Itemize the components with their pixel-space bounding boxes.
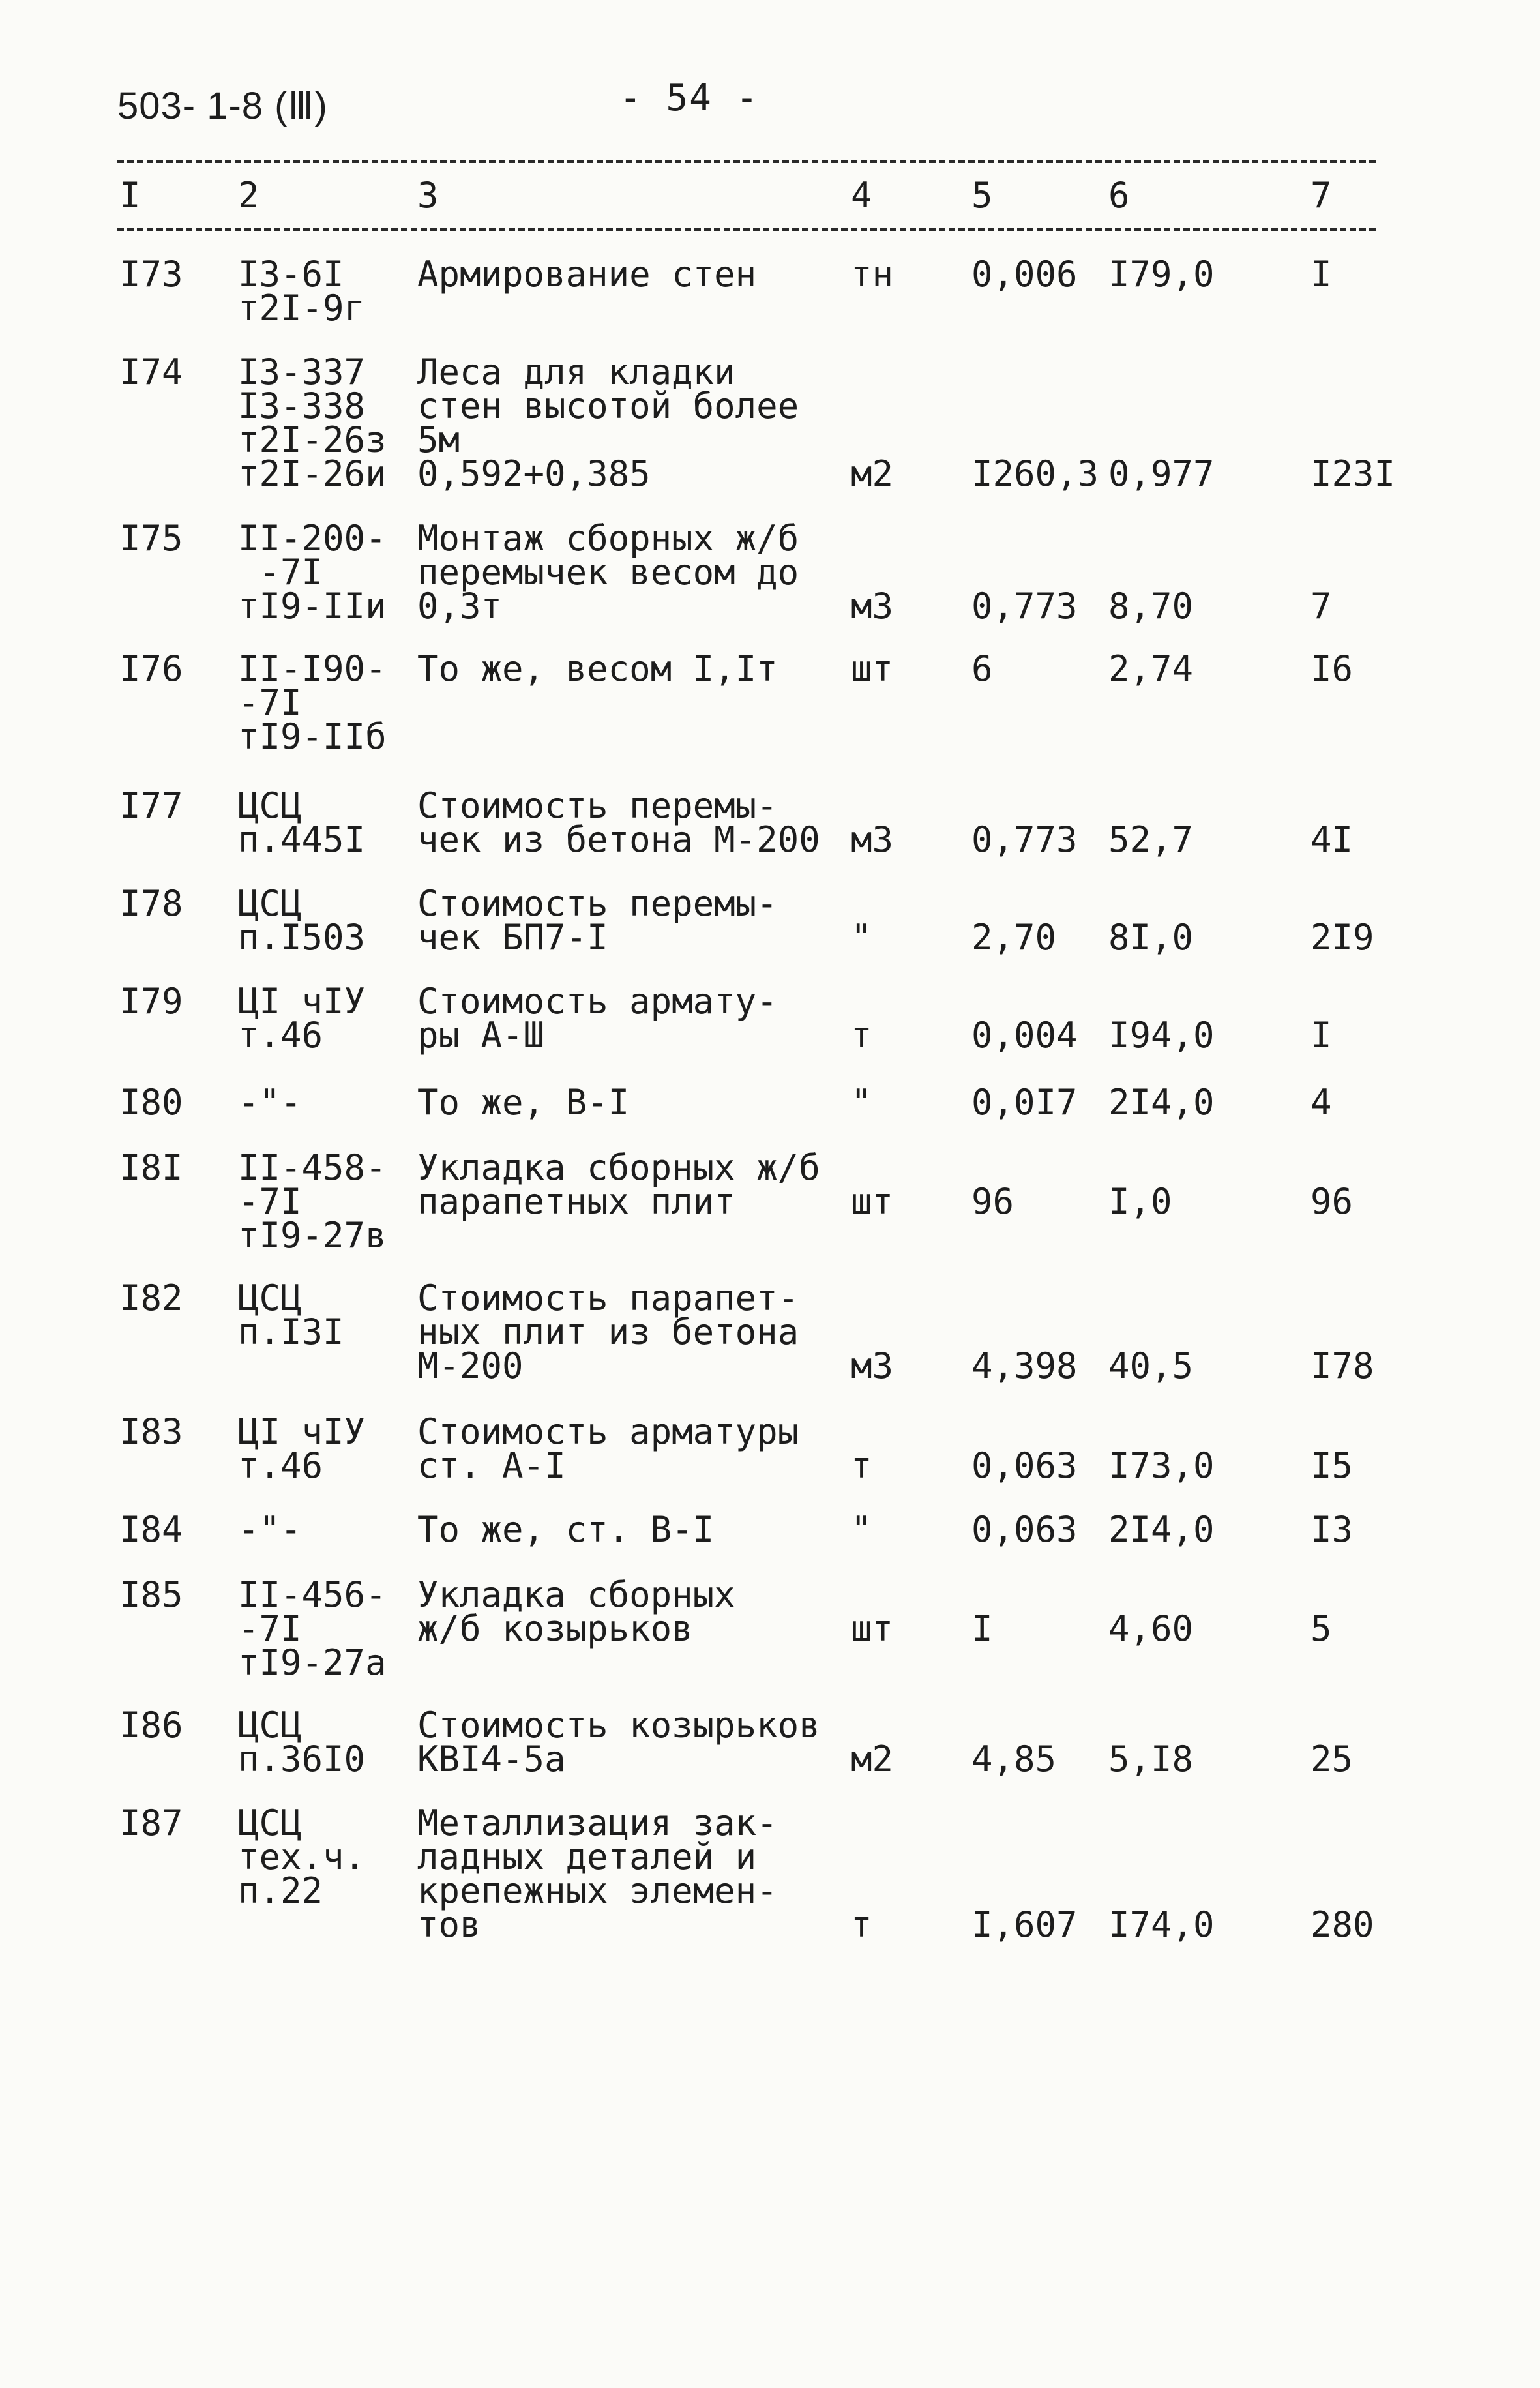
total-cost-cell: I xyxy=(1310,254,1332,295)
column-header-2: 2 xyxy=(238,175,259,216)
quantity-cell: 0,773 xyxy=(971,819,1078,860)
norm-code-cell: ЦСЦ п.I3I xyxy=(238,1277,344,1352)
unit-price-cell: 40,5 xyxy=(1108,1345,1194,1386)
norm-code-cell: -"- xyxy=(238,1082,302,1123)
work-description-cell: Металлизация зак- ладных деталей и крепежных элемен- тов xyxy=(417,1802,778,1945)
row-number-cell: I76 xyxy=(119,648,183,689)
work-description-cell: Укладка сборных ж/б козырьков xyxy=(417,1574,735,1649)
quantity-cell: 4,85 xyxy=(971,1739,1057,1780)
quantity-cell: 96 xyxy=(971,1181,1014,1222)
total-cost-cell: I3 xyxy=(1310,1509,1354,1550)
work-description-cell: Стоимость козырьков КВI4-5а xyxy=(417,1705,820,1780)
norm-code-cell: ЦСЦ п.I503 xyxy=(238,883,366,958)
work-description-cell: Стоимость перемы- чек из бетона М-200 xyxy=(417,785,820,860)
unit-price-cell: 2I4,0 xyxy=(1108,1082,1215,1123)
row-number-cell: I84 xyxy=(119,1509,183,1550)
work-description-cell: Стоимость арматуры ст. А-I xyxy=(417,1411,799,1486)
unit-of-measure-cell: " xyxy=(851,1509,872,1550)
unit-of-measure-cell: м2 xyxy=(851,1739,894,1780)
norm-code-cell: ЦI чIУ т.46 xyxy=(238,1411,366,1486)
work-description-cell: Стоимость перемы- чек БП7-I xyxy=(417,883,778,958)
row-number-cell: I83 xyxy=(119,1411,183,1452)
quantity-cell: 6 xyxy=(971,648,993,689)
unit-of-measure-cell: м3 xyxy=(851,586,894,627)
unit-price-cell: 2I4,0 xyxy=(1108,1509,1215,1550)
total-cost-cell: 4 xyxy=(1310,1082,1332,1123)
unit-price-cell: I,0 xyxy=(1108,1181,1172,1222)
header-bottom-rule xyxy=(117,228,1376,231)
row-number-cell: I82 xyxy=(119,1277,183,1319)
total-cost-cell: 7 xyxy=(1310,586,1332,627)
quantity-cell: 2,70 xyxy=(971,917,1057,958)
norm-code-cell: I3-6I т2I-9г xyxy=(238,254,366,329)
norm-code-cell: ЦСЦ п.36I0 xyxy=(238,1705,366,1780)
quantity-cell: 4,398 xyxy=(971,1345,1078,1386)
unit-of-measure-cell: " xyxy=(851,917,872,958)
unit-of-measure-cell: " xyxy=(851,1082,872,1123)
row-number-cell: I80 xyxy=(119,1082,183,1123)
row-number-cell: I78 xyxy=(119,883,183,924)
column-header-6: 6 xyxy=(1108,175,1130,216)
unit-price-cell: I73,0 xyxy=(1108,1445,1215,1486)
unit-price-cell: 4,60 xyxy=(1108,1608,1194,1649)
unit-price-cell: 8,70 xyxy=(1108,586,1194,627)
unit-price-cell: I79,0 xyxy=(1108,254,1215,295)
quantity-cell: 0,004 xyxy=(971,1015,1078,1056)
row-number-cell: I79 xyxy=(119,981,183,1022)
row-number-cell: I74 xyxy=(119,351,183,393)
total-cost-cell: I6 xyxy=(1310,648,1354,689)
quantity-cell: 0,063 xyxy=(971,1509,1078,1550)
work-description-cell: То же, В-I xyxy=(417,1082,630,1123)
total-cost-cell: 280 xyxy=(1310,1904,1374,1945)
unit-price-cell: 0,977 xyxy=(1108,453,1215,494)
unit-price-cell: 52,7 xyxy=(1108,819,1194,860)
norm-code-cell: II-200- -7I тI9-IIи xyxy=(238,518,387,627)
quantity-cell: 0,063 xyxy=(971,1445,1078,1486)
unit-price-cell: 8I,0 xyxy=(1108,917,1194,958)
work-description-cell: Стоимость парапет- ных плит из бетона М-200 xyxy=(417,1277,799,1386)
norm-code-cell: I3-337 I3-338 т2I-26з т2I-26и xyxy=(238,351,387,494)
unit-of-measure-cell: тн xyxy=(851,254,894,295)
column-header-1: I xyxy=(119,175,141,216)
row-number-cell: I75 xyxy=(119,518,183,559)
column-header-7: 7 xyxy=(1310,175,1332,216)
unit-of-measure-cell: т xyxy=(851,1904,872,1945)
quantity-cell: I,607 xyxy=(971,1904,1078,1945)
norm-code-cell: ЦСЦ тех.ч. п.22 xyxy=(238,1802,366,1911)
norm-code-cell: -"- xyxy=(238,1509,302,1550)
work-description-cell: Стоимость армату- ры А-Ш xyxy=(417,981,778,1056)
row-number-cell: I85 xyxy=(119,1574,183,1615)
quantity-cell: 0,773 xyxy=(971,586,1078,627)
norm-code-cell: II-458- -7I тI9-27в xyxy=(238,1147,387,1256)
unit-of-measure-cell: м3 xyxy=(851,819,894,860)
work-description-cell: Армирование стен xyxy=(417,254,757,295)
total-cost-cell: I5 xyxy=(1310,1445,1354,1486)
total-cost-cell: 2I9 xyxy=(1310,917,1374,958)
row-number-cell: I87 xyxy=(119,1802,183,1843)
header-top-rule xyxy=(117,160,1376,163)
unit-of-measure-cell: шт xyxy=(851,1181,894,1222)
work-description-cell: Монтаж сборных ж/б перемычек весом до 0,3т xyxy=(417,518,799,627)
column-header-5: 5 xyxy=(971,175,993,216)
total-cost-cell: 25 xyxy=(1310,1739,1354,1780)
work-description-cell: То же, весом I,Iт xyxy=(417,648,778,689)
norm-code-cell: ЦI чIУ т.46 xyxy=(238,981,366,1056)
quantity-cell: 0,0I7 xyxy=(971,1082,1078,1123)
total-cost-cell: I78 xyxy=(1310,1345,1374,1386)
norm-code-cell: ЦСЦ п.445I xyxy=(238,785,366,860)
unit-of-measure-cell: м3 xyxy=(851,1345,894,1386)
work-description-cell: Укладка сборных ж/б парапетных плит xyxy=(417,1147,820,1222)
document-code: 503- 1-8 (Ⅲ) xyxy=(117,85,328,127)
unit-of-measure-cell: м2 xyxy=(851,453,894,494)
work-description-cell: Леса для кладки стен высотой более 5м 0,592+0,385 xyxy=(417,351,799,494)
column-header-4: 4 xyxy=(851,175,872,216)
norm-code-cell: II-456- -7I тI9-27а xyxy=(238,1574,387,1683)
page-number: - 54 - xyxy=(619,77,760,119)
unit-price-cell: 5,I8 xyxy=(1108,1739,1194,1780)
work-description-cell: То же, ст. В-I xyxy=(417,1509,715,1550)
unit-of-measure-cell: шт xyxy=(851,1608,894,1649)
total-cost-cell: I23I xyxy=(1310,453,1396,494)
row-number-cell: I77 xyxy=(119,785,183,826)
quantity-cell: 0,006 xyxy=(971,254,1078,295)
norm-code-cell: II-I90- -7I тI9-IIб xyxy=(238,648,387,757)
column-header-3: 3 xyxy=(417,175,439,216)
unit-price-cell: I94,0 xyxy=(1108,1015,1215,1056)
unit-of-measure-cell: т xyxy=(851,1445,872,1486)
unit-of-measure-cell: шт xyxy=(851,648,894,689)
quantity-cell: I xyxy=(971,1608,993,1649)
total-cost-cell: I xyxy=(1310,1015,1332,1056)
unit-of-measure-cell: т xyxy=(851,1015,872,1056)
row-number-cell: I8I xyxy=(119,1147,183,1188)
unit-price-cell: I74,0 xyxy=(1108,1904,1215,1945)
total-cost-cell: 96 xyxy=(1310,1181,1354,1222)
quantity-cell: I260,3 xyxy=(971,453,1099,494)
total-cost-cell: 4I xyxy=(1310,819,1354,860)
unit-price-cell: 2,74 xyxy=(1108,648,1194,689)
row-number-cell: I73 xyxy=(119,254,183,295)
total-cost-cell: 5 xyxy=(1310,1608,1332,1649)
row-number-cell: I86 xyxy=(119,1705,183,1746)
